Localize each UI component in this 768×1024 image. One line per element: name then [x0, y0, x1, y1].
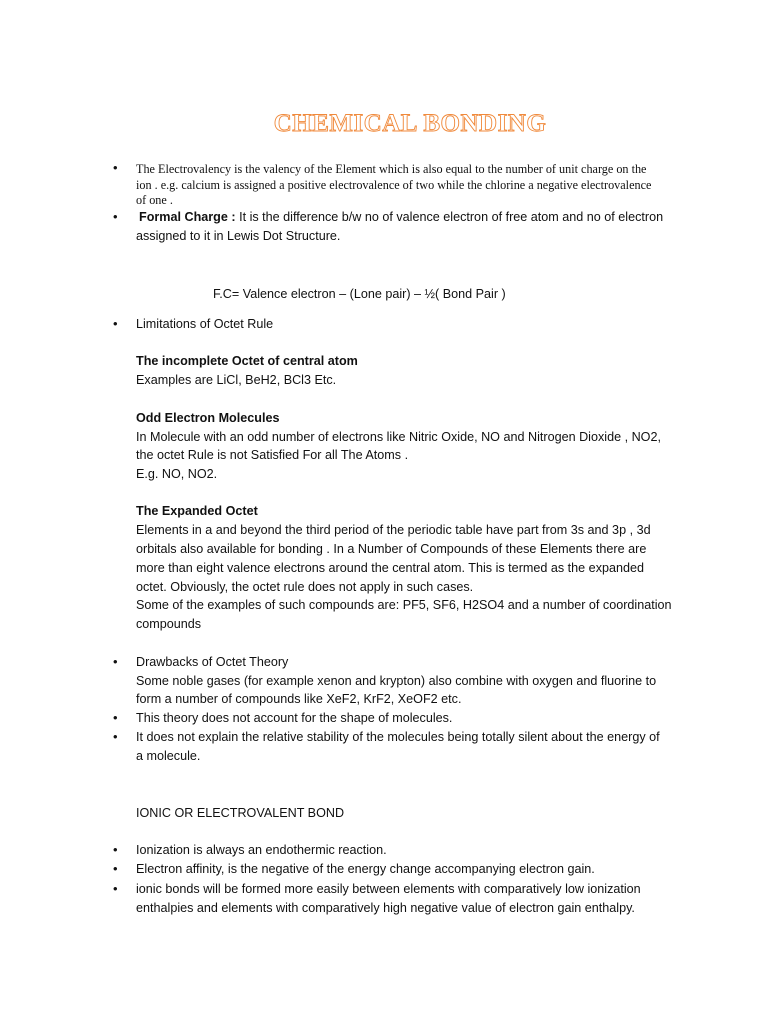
formal-charge-line-1: [139, 208, 663, 226]
bullet-icon: •: [113, 710, 118, 725]
electron-affinity-text: Electron affinity, is the negative of the energy change accompanying electron gain.: [136, 862, 595, 876]
formal-charge-formula: F.C= Valence electron – (Lone pair) – ½( Bond Pair ): [213, 287, 506, 301]
drawbacks-stability-line-2: a molecule.: [136, 749, 201, 763]
formal-charge-term: Formal Charge :: [139, 210, 236, 224]
electrovalency-line-2: ion . e.g. calcium is assigned a positive electrovalence of two while the chlorine a negative electrovalence: [136, 178, 652, 192]
bullet-icon: •: [113, 209, 118, 224]
drawbacks-heading: Drawbacks of Octet Theory: [136, 655, 289, 669]
expanded-octet-line-3: more than eight valence electrons around the central atom. This is termed as the expanded: [136, 561, 645, 575]
formal-charge-definition: It is the difference b/w no of valence electron of free atom and no of electron: [235, 210, 664, 224]
bullet-icon: •: [113, 316, 118, 331]
page-title: CHEMICAL BONDING: [273, 110, 547, 137]
formal-charge-line-2: assigned to it in Lewis Dot Structure.: [136, 229, 341, 243]
expanded-octet-line-5: Some of the examples of such compounds are: PF5, SF6, H2SO4 and a number of coordination: [136, 598, 672, 612]
drawbacks-shape: This theory does not account for the shape of molecules.: [136, 711, 453, 725]
ionic-formation-line-2: enthalpies and elements with comparatively high negative value of electron gain enthalpy.: [136, 901, 635, 915]
expanded-octet-line-4: octet. Obviously, the octet rule does not apply in such cases.: [136, 580, 474, 594]
octet-limitations-heading: Limitations of Octet Rule: [136, 317, 274, 331]
ionic-heading: IONIC OR ELECTROVALENT BOND: [136, 806, 345, 820]
expanded-octet-heading: The Expanded Octet: [136, 504, 258, 518]
drawbacks-line-1: Some noble gases (for example xenon and krypton) also combine with oxygen and fluorine to: [136, 674, 657, 688]
odd-electron-line-1: In Molecule with an odd number of electrons like Nitric Oxide, NO and Nitrogen Dioxide , NO2,: [136, 430, 661, 444]
drawbacks-stability-line-1: It does not explain the relative stability of the molecules being totally silent about the energy of: [136, 730, 660, 744]
expanded-octet-line-1: Elements in a and beyond the third period of the periodic table have part from 3s and 3p , 3d: [136, 523, 651, 537]
incomplete-octet-text: Examples are LiCl, BeH2, BCl3 Etc.: [136, 373, 337, 387]
ionic-formation-line-1: ionic bonds will be formed more easily between elements with comparatively low ionization: [136, 882, 641, 896]
bullet-icon: •: [113, 729, 118, 744]
bullet-icon: •: [113, 881, 118, 896]
odd-electron-line-3: E.g. NO, NO2.: [136, 467, 218, 481]
electrovalency-line-3: of one .: [136, 193, 173, 207]
odd-electron-line-2: the octet Rule is not Satisfied For all The Atoms .: [136, 448, 409, 462]
expanded-octet-line-2: orbitals also available for bonding . In a Number of Compounds of these Elements there are: [136, 542, 647, 556]
incomplete-octet-heading: The incomplete Octet of central atom: [136, 354, 358, 368]
drawbacks-line-2: form a number of compounds like XeF2, KrF2, XeOF2 etc.: [136, 692, 462, 706]
bullet-icon: •: [113, 861, 118, 876]
bullet-icon: •: [113, 842, 118, 857]
expanded-octet-line-6: compounds: [136, 617, 202, 631]
electrovalency-line-1: The Electrovalency is the valency of the Element which is also equal to the number of unit charge on the: [136, 162, 647, 176]
bullet-icon: •: [113, 160, 118, 175]
odd-electron-heading: Odd Electron Molecules: [136, 411, 280, 425]
ionization-text: Ionization is always an endothermic reaction.: [136, 843, 387, 857]
bullet-icon: •: [113, 654, 118, 669]
